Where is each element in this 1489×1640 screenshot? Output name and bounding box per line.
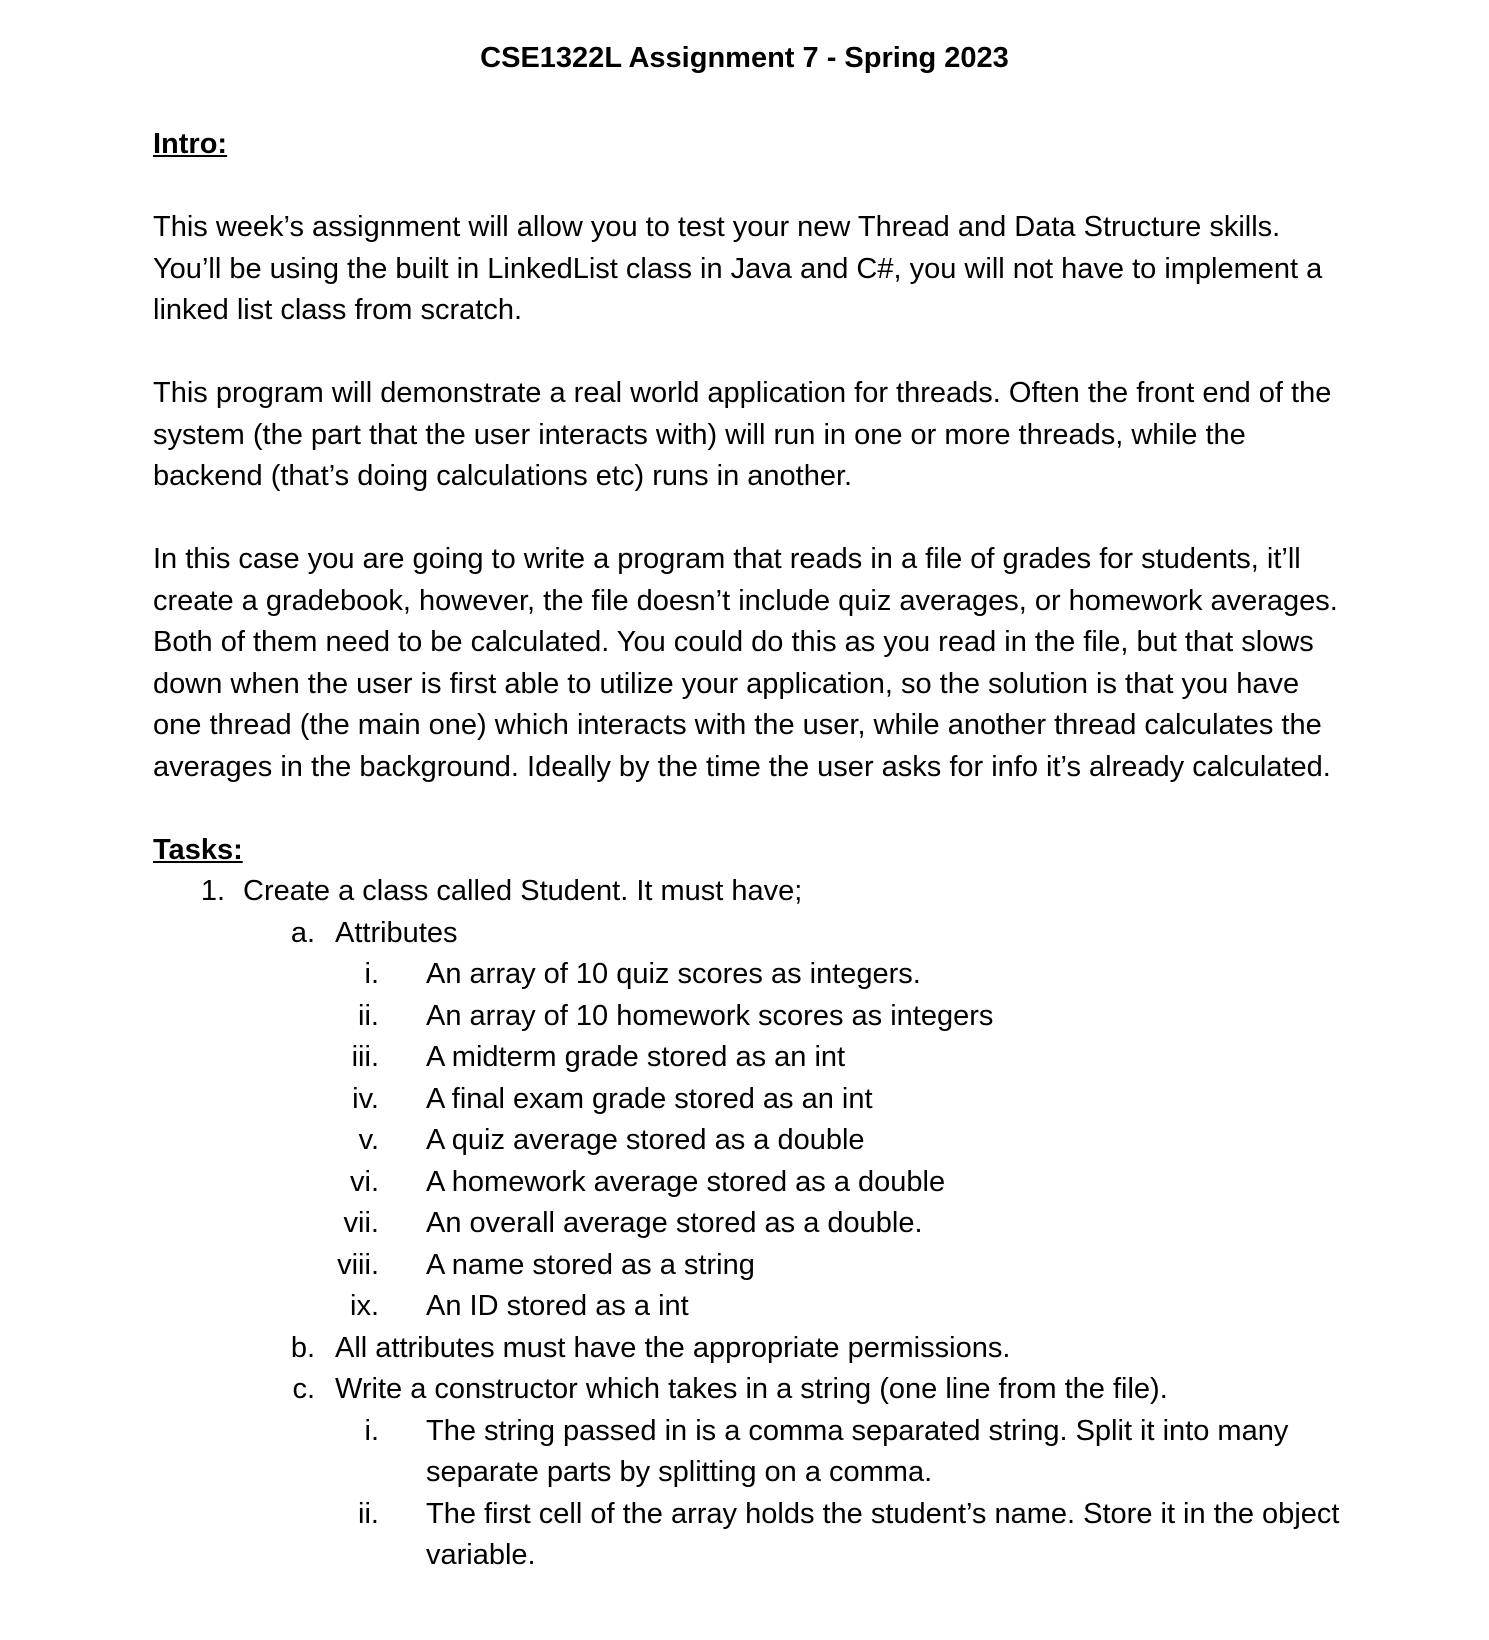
list-item-text: Attributes [335,916,458,949]
list-item-text: Create a class called Student. It must have; [243,875,803,907]
list-marker: ix. [350,1290,379,1322]
list-marker: ii. [358,1497,379,1530]
attribute-item [153,1120,1343,1162]
attribute-item [153,996,1343,1038]
list-item-text: An ID stored as a int [426,1290,689,1322]
list-item-text: An array of 10 quiz scores as integers. [426,958,921,990]
list-item-text: An array of 10 homework scores as integers [426,999,994,1032]
document-body [153,124,1343,1577]
task-item-1 [153,871,1343,913]
list-marker: vii. [343,1207,379,1239]
attribute-item [153,1079,1343,1121]
intro-heading: Intro: [153,128,228,160]
document-title: CSE1322L Assignment 7 - Spring 2023 [480,42,1009,74]
list-item-text: A name stored as a string [426,1248,755,1281]
task-item-1c [153,1369,1343,1411]
list-marker: ii. [358,999,379,1032]
intro-paragraph-2: This program will demonstrate a real world application for threads. Often the front end of the system (the part that the user interacts with) will run in one or more threads, while the backend (that’s doing calculations etc) runs in another. [153,377,1332,492]
list-marker: iv. [352,1082,379,1115]
list-item-text: A midterm grade stored as an int [426,1041,846,1073]
attribute-item [153,1162,1343,1204]
list-marker: c. [292,1373,315,1405]
list-marker: b. [290,1331,315,1364]
list-marker: viii. [337,1248,379,1281]
list-marker: i. [364,1414,379,1447]
constructor-step [153,1494,1343,1577]
list-item-text: The string passed in is a comma separated string. Split it into many separate parts by splitting on a comma. [426,1414,1289,1488]
list-marker: iii. [351,1041,379,1073]
list-item-text: All attributes must have the appropriate permissions. [335,1331,1011,1364]
list-marker: i. [364,958,379,990]
list-item-text: Write a constructor which takes in a string (one line from the file). [335,1373,1168,1405]
list-item-text: A homework average stored as a double [426,1165,946,1198]
task-item-1a [153,913,1343,955]
task-item-1b [153,1328,1343,1370]
list-item-text: The first cell of the array holds the student’s name. Store it in the object variable. [426,1497,1340,1571]
list-item-text: A final exam grade stored as an int [426,1082,873,1115]
intro-paragraph-3: In this case you are going to write a program that reads in a file of grades for students, it’ll create a gradebook, however, the file doesn’t include quiz averages, or homework averages. Both of them need to be calculated. You could do this as you read in the file, but that slows down when the user is first able to utilize your application, so the solution is that you have one thread (the main one) which interacts with the user, while another thread calculates the averages in the background. Ideally by the time the user asks for info it’s already calculated. [153,543,1338,783]
attribute-item [153,954,1343,996]
list-marker: a. [290,916,315,949]
list-marker: v. [358,1124,379,1156]
list-item-text: A quiz average stored as a double [426,1124,865,1156]
list-marker: 1. [200,875,225,907]
attribute-item [153,1203,1343,1245]
list-marker: vi. [350,1165,379,1198]
list-item-text: An overall average stored as a double. [426,1207,923,1239]
attribute-item [153,1245,1343,1287]
attribute-item [153,1286,1343,1328]
tasks-heading: Tasks: [153,833,243,866]
constructor-step [153,1411,1343,1494]
attribute-item [153,1037,1343,1079]
intro-paragraph-1: This week’s assignment will allow you to test your new Thread and Data Structure skills. You’ll be using the built in LinkedList class in Java and C#, you will not have to implement a linked list class from scratch. [153,211,1323,326]
